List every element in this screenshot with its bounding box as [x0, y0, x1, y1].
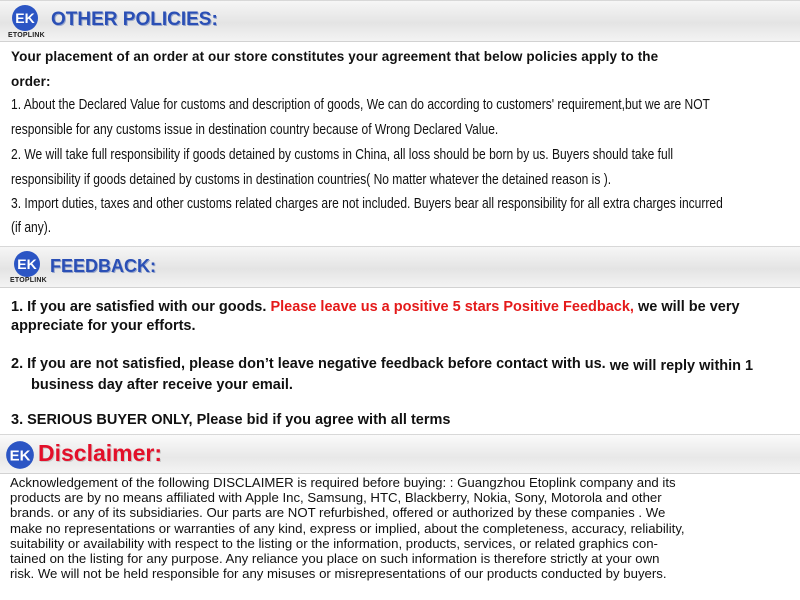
etoplink-logo-icon — [12, 250, 42, 278]
policies-heading: OTHER POLICIES: — [51, 9, 218, 30]
logo-initials: EK — [17, 256, 37, 272]
etoplink-logo-icon — [4, 440, 36, 470]
logo-wordmark: ETOPLINK — [8, 32, 45, 39]
feedback-item-1-tail: we will be very — [633, 299, 740, 315]
disclaimer-line: products are by no means affiliated with Apple Inc, Samsung, HTC, Blackberry, Nokia, Sony, Motorola and other — [10, 490, 662, 506]
feedback-item-1 — [11, 299, 740, 315]
logo-initials: EK — [15, 10, 35, 26]
policy-line: 2. We will take full responsibility if goods detained by customs in China, all loss should be born by us. Buyers should take full — [11, 147, 674, 163]
disclaimer-line: tained on the listing for any purpose. Any reliance you place on such information is therefore strictly at your own — [10, 551, 660, 567]
feedback-item-2-cont: business day after receive your email. — [31, 377, 293, 393]
feedback-item-1-cont: appreciate for your efforts. — [11, 318, 196, 334]
feedback-heading: FEEDBACK: — [50, 256, 156, 276]
feedback-item-3: 3. SERIOUS BUYER ONLY, Please bid if you agree with all terms — [11, 412, 451, 428]
disclaimer-line: suitability or availability with respect to the listing or the information, products, services, or related graphics con- — [10, 535, 658, 551]
disclaimer-line: make no representations or warranties of any kind, express or implied, about the completeness, accuracy, reliability, — [10, 520, 685, 536]
disclaimer-line: Acknowledgement of the following DISCLAIMER is required before buying: : Guangzhou Etoplink company and its — [10, 475, 676, 490]
policy-line: responsible for any customs issue in destination country because of Wrong Declared Value. — [11, 122, 499, 138]
disclaimer-heading: Disclaimer: — [38, 440, 163, 466]
feedback-item-2-tail: we will reply within 1 — [605, 358, 754, 374]
disclaimer-line: risk. We will not be held responsible for any misuses or misrepresentations of our products conducted by buyers. — [10, 566, 667, 582]
logo-initials: EK — [9, 447, 31, 465]
policy-line: (if any). — [11, 220, 52, 236]
policy-line: 3. Import duties, taxes and other customs related charges are not included. Buyers bear all responsibility for all extra charges incurred — [11, 196, 723, 212]
policy-line: responsibility if goods detained by customs in destination countries( No matter whatever the detained reason is ). — [11, 172, 612, 188]
policies-intro-line-2: order: — [11, 74, 51, 89]
feedback-item-2 — [11, 356, 753, 372]
feedback-item-1-text: 1. If you are satisfied with our goods. — [11, 299, 271, 315]
disclaimer-body — [10, 475, 790, 581]
policy-line: 1. About the Declared Value for customs and description of goods, We can do according to customers' requirement,but we are NOT — [11, 97, 710, 113]
disclaimer-line: brands. or any of its subsidiaries. Our parts are NOT refurbished, offered or authorized by these companies . We — [10, 505, 666, 521]
feedback-item-1-highlight: Please leave us a positive 5 stars Positive Feedback, — [270, 299, 634, 315]
feedback-item-2-text: 2. If you are not satisfied, please don’t leave negative feedback before contact with us. — [11, 356, 606, 372]
etoplink-logo-icon — [10, 4, 40, 32]
logo-wordmark: ETOPLINK — [10, 277, 47, 284]
policies-intro-line-1: Your placement of an order at our store constitutes your agreement that below policies apply to the — [11, 49, 659, 64]
